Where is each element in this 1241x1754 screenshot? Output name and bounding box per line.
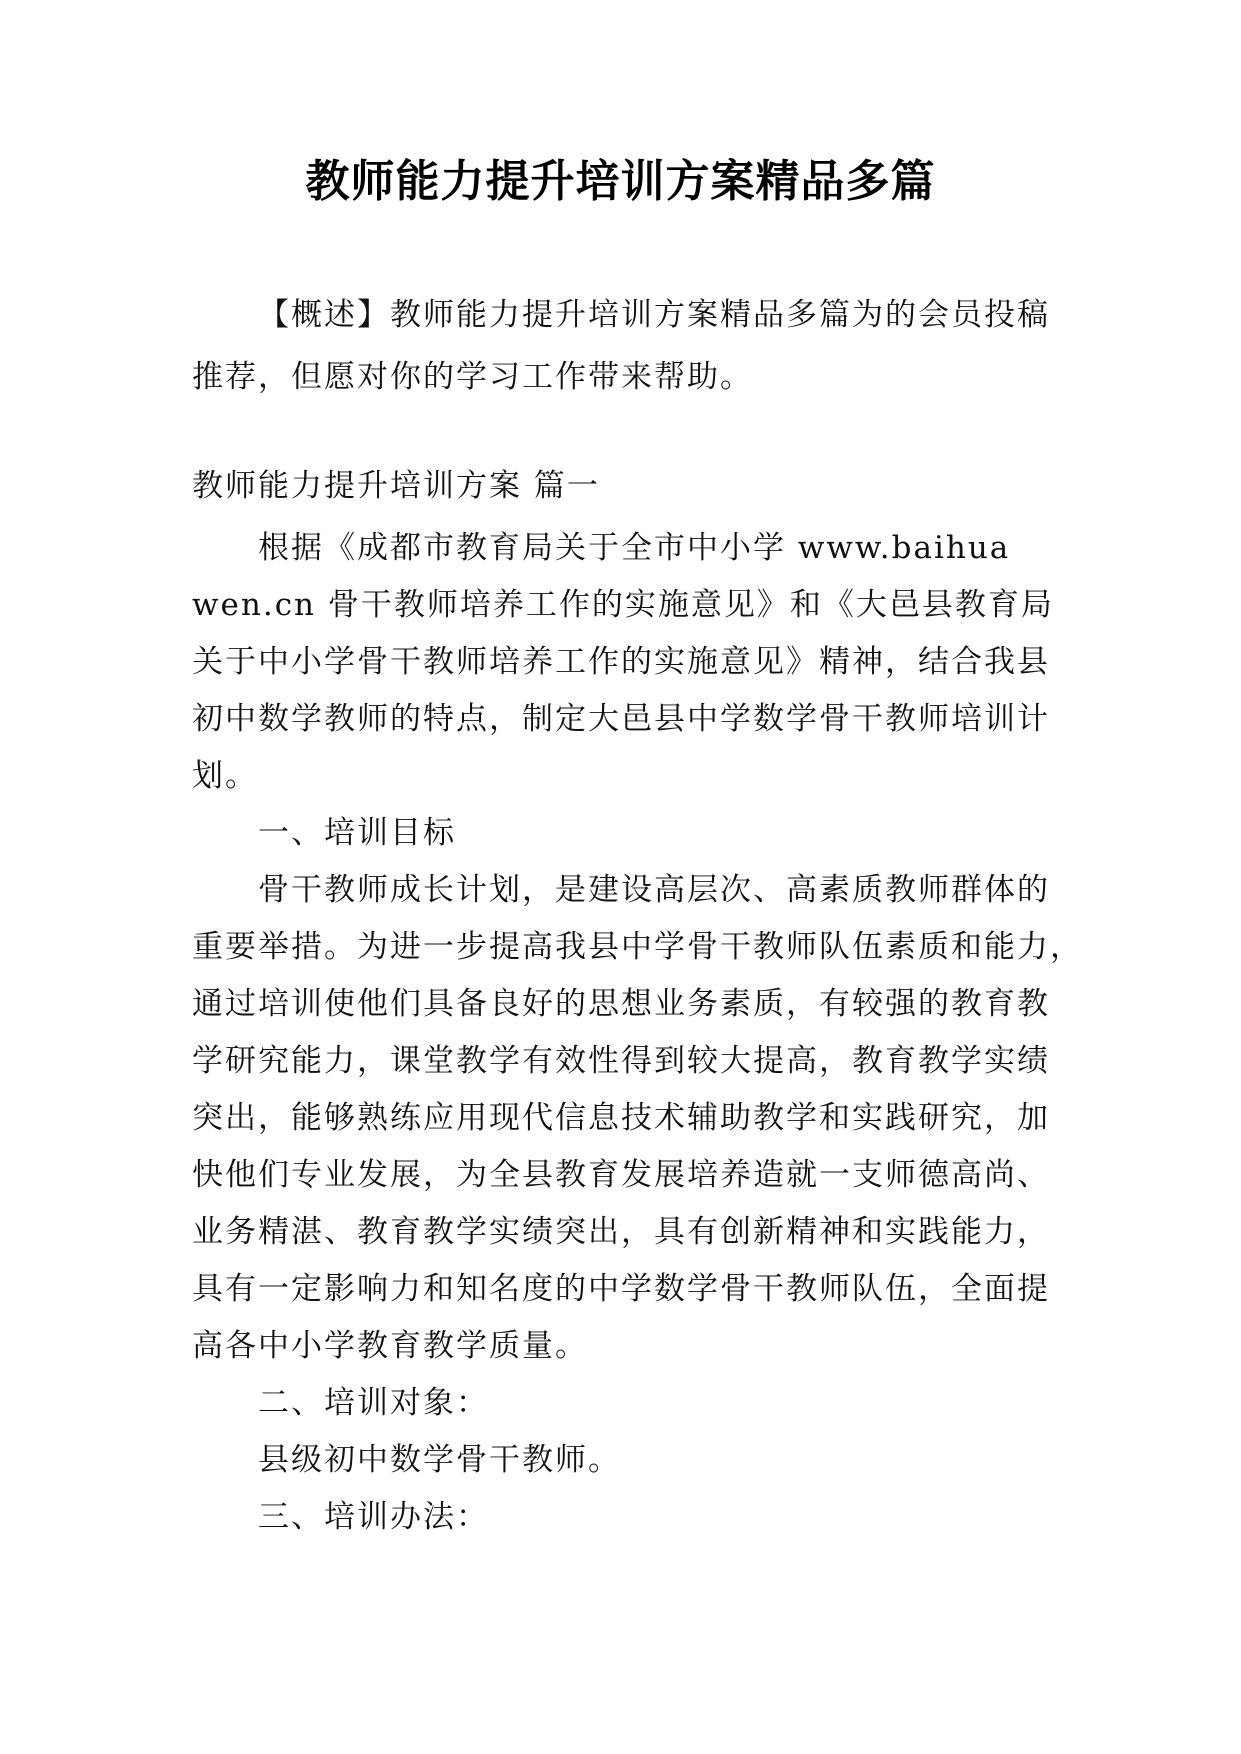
subheading-goal: 一、培训目标 (258, 815, 456, 851)
paragraph-line: 业务精湛、教育教学实绩突出，具有创新精神和实践能力， (192, 1214, 1050, 1250)
document-title: 教师能力提升培训方案精品多篇 (305, 156, 936, 207)
paragraph-line: 县级初中数学骨干教师。 (258, 1442, 621, 1478)
paragraph-line: 根据《成都市教育局关于全市中小学 www.baihua (258, 530, 1011, 566)
paragraph-line: 通过培训使他们具备良好的思想业务素质，有较强的教育教 (192, 986, 1050, 1022)
paragraph-line: wen.cn 骨干教师培养工作的实施意见》和《大邑县教育局 (192, 587, 1054, 623)
paragraph-line: 快他们专业发展，为全县教育发展培养造就一支师德高尚、 (192, 1157, 1050, 1193)
paragraph-line: 关于中小学骨干教师培养工作的实施意见》精神，结合我县 (192, 644, 1050, 680)
paragraph-line: 重要举措。为进一步提高我县中学骨干教师队伍素质和能力， (192, 929, 1083, 965)
paragraph-line: 学研究能力，课堂教学有效性得到较大提高，教育教学实绩 (192, 1043, 1050, 1079)
paragraph-line: 划。 (192, 758, 258, 794)
paragraph-line: 初中数学教师的特点，制定大邑县中学数学骨干教师培训计 (192, 701, 1050, 737)
section-heading: 教师能力提升培训方案 篇一 (192, 468, 600, 504)
paragraph-line: 具有一定影响力和知名度的中学数学骨干教师队伍，全面提 (192, 1271, 1050, 1307)
subheading-target: 二、培训对象： (258, 1385, 489, 1421)
paragraph-line: 高各中小学教育教学质量。 (192, 1328, 588, 1364)
subheading-method: 三、培训办法： (258, 1499, 489, 1535)
summary-line-1: 【概述】教师能力提升培训方案精品多篇为的会员投稿 (258, 297, 1050, 333)
summary-line-2: 推荐，但愿对你的学习工作带来帮助。 (192, 359, 753, 395)
paragraph-line: 突出，能够熟练应用现代信息技术辅助教学和实践研究，加 (192, 1100, 1050, 1136)
paragraph-line: 骨干教师成长计划，是建设高层次、高素质教师群体的 (258, 872, 1050, 908)
